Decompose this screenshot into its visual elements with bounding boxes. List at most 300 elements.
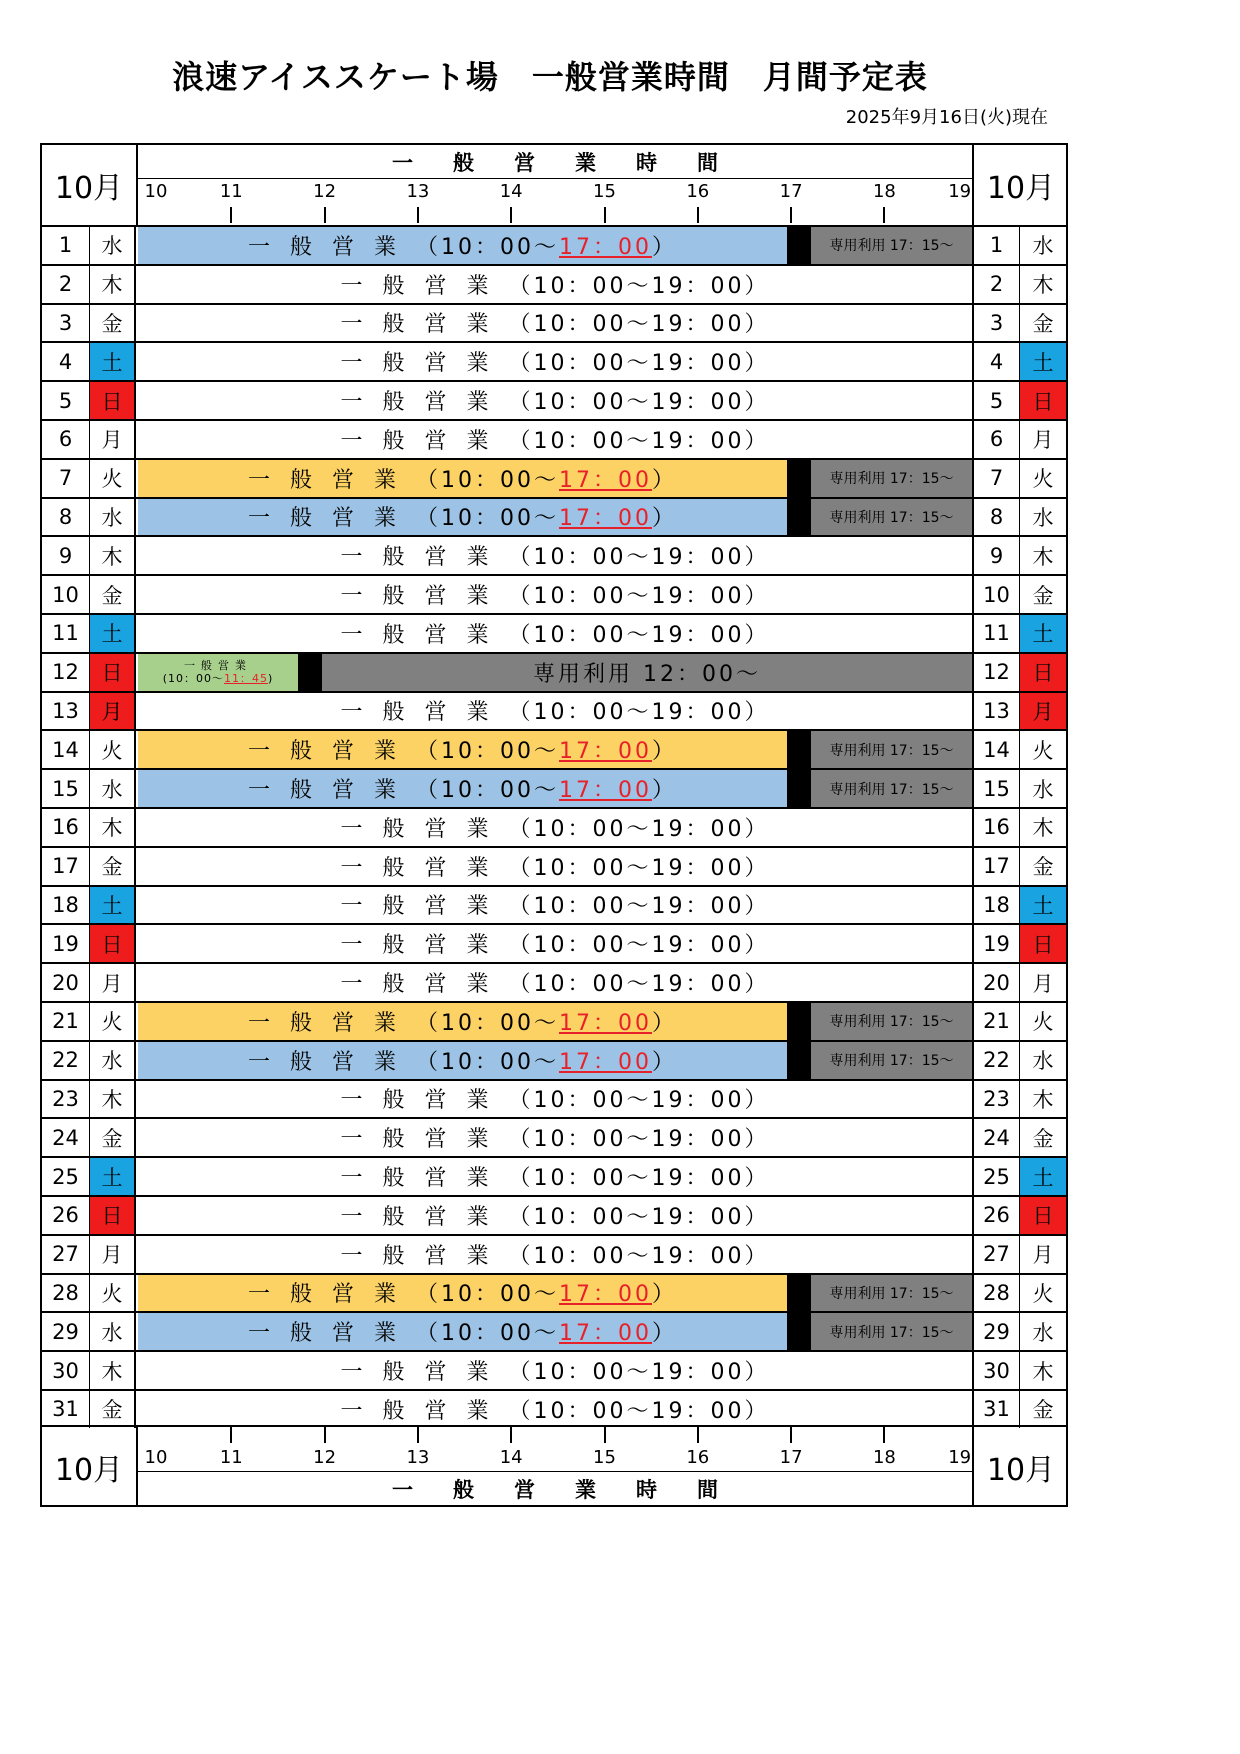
- day-of-week: 木: [1032, 1359, 1054, 1384]
- day-of-week: 木: [1032, 816, 1054, 841]
- general-label: 一般営業: [247, 234, 416, 260]
- hours-start-text: （10：00～: [416, 778, 559, 804]
- maintenance-block: [787, 1042, 811, 1079]
- day-number: 22: [42, 1042, 90, 1079]
- hours-text: （10：00～19：00）: [508, 545, 770, 571]
- general-label: 一般営業: [340, 855, 509, 881]
- general-hours-bar: [138, 809, 972, 846]
- hour-tick-label: 11: [219, 181, 243, 202]
- day-row: [42, 652, 1066, 691]
- day-number: 26: [972, 1197, 1020, 1234]
- hours-close-paren: ): [268, 672, 274, 686]
- hour-tick: [417, 1427, 419, 1443]
- private-use-bar: 専用利用 17：15～: [811, 1003, 972, 1040]
- general-label: 一般営業: [340, 700, 509, 726]
- day-number: 24: [42, 1119, 90, 1156]
- day-number: 1: [42, 227, 90, 264]
- hour-tick-label: 19: [948, 1447, 972, 1468]
- hours-start-text: （10：00～: [416, 1010, 559, 1036]
- day-number: 3: [972, 305, 1020, 342]
- day-of-week: 金: [1032, 583, 1054, 608]
- hour-tick: [230, 1427, 232, 1443]
- hours-end-text: 17：00: [559, 1049, 652, 1075]
- day-row: [42, 264, 1066, 303]
- day-of-week: 土: [1020, 343, 1066, 380]
- private-use-bar: 専用利用 17：15～: [811, 1275, 972, 1312]
- hours-close-paren: ）: [652, 467, 678, 493]
- day-of-week: 木: [90, 809, 136, 846]
- hours-text: （10：00～19：00）: [508, 1360, 770, 1385]
- day-of-week: 水: [1032, 505, 1054, 530]
- day-of-week: 火: [90, 460, 136, 497]
- day-of-week: 火: [1032, 467, 1054, 492]
- day-row: [42, 691, 1066, 730]
- day-number: 15: [972, 770, 1020, 807]
- general-label: 一般営業: [247, 1049, 416, 1075]
- general-label: 一般営業: [247, 1321, 416, 1347]
- general-label: 一般営業: [340, 816, 509, 842]
- hours-text: （10：00～19：00）: [508, 1398, 770, 1424]
- day-number: 30: [42, 1352, 90, 1389]
- day-number: 11: [42, 615, 90, 652]
- short-hours-bar: [138, 1275, 787, 1312]
- private-use-bar: 専用利用 12：00～: [322, 654, 972, 691]
- month-label: 10月: [972, 145, 1068, 225]
- day-row: [42, 729, 1066, 768]
- private-use-bar: 専用利用 17：15～: [811, 460, 972, 497]
- maintenance-block: [787, 1313, 811, 1350]
- day-number: 27: [972, 1236, 1020, 1273]
- day-of-week: 土: [1020, 1158, 1066, 1195]
- day-row: [42, 303, 1066, 342]
- day-number: 14: [42, 731, 90, 768]
- hours-text: （10：00～19：00）: [508, 351, 770, 377]
- day-of-week: 木: [90, 537, 136, 574]
- day-number: 20: [42, 964, 90, 1001]
- day-row: [42, 1156, 1066, 1195]
- day-of-week: 日: [90, 654, 136, 691]
- hours-text: （10：00～19：00）: [508, 1166, 770, 1192]
- day-of-week: 水: [1032, 1049, 1054, 1074]
- day-of-week: 木: [90, 266, 136, 303]
- hour-tick-label: 13: [406, 181, 430, 202]
- hours-start-text: (10：00～: [162, 672, 224, 686]
- general-label: 一般営業: [340, 428, 509, 454]
- private-use-bar: 専用利用 17：15～: [811, 1313, 972, 1350]
- day-number: 8: [42, 499, 90, 536]
- general-hours-bar: [138, 693, 972, 730]
- short-hours-bar: [138, 460, 787, 497]
- general-hours-bar: [138, 964, 972, 1001]
- day-of-week: 水: [90, 499, 136, 536]
- day-of-week: 月: [1020, 693, 1066, 730]
- hour-tick: [510, 1427, 512, 1443]
- day-of-week: 水: [1032, 1320, 1054, 1345]
- day-row: [42, 535, 1066, 574]
- day-row: [42, 1195, 1066, 1234]
- hours-start-text: （10：00～: [416, 234, 559, 260]
- day-number: 5: [42, 382, 90, 419]
- general-hours-bar: [138, 305, 972, 342]
- hour-tick: [230, 207, 232, 223]
- day-of-week: 木: [1032, 544, 1054, 569]
- hour-tick-label: 14: [499, 1447, 523, 1468]
- general-hours-bar: [138, 343, 972, 380]
- day-number: 25: [972, 1158, 1020, 1195]
- short-hours-bar: [138, 654, 298, 691]
- private-use-bar: 専用利用 17：15～: [811, 770, 972, 807]
- hours-start-text: （10：00～: [416, 1321, 559, 1347]
- hour-tick-label: 18: [872, 181, 896, 202]
- general-hours-bar: [138, 925, 972, 962]
- general-label: 一般営業: [340, 584, 509, 610]
- header-top: [42, 145, 1066, 225]
- hour-tick-label: 13: [406, 1447, 430, 1468]
- day-of-week: 月: [1032, 971, 1054, 996]
- general-label: 一般営業: [247, 506, 416, 532]
- hour-tick-label: 11: [219, 1447, 243, 1468]
- day-of-week: 土: [90, 1158, 136, 1195]
- hour-tick: [417, 207, 419, 223]
- general-label: 一般営業: [340, 545, 509, 571]
- day-row: [42, 846, 1066, 885]
- hour-tick: [697, 207, 699, 223]
- hours-close-paren: ）: [652, 1049, 678, 1075]
- day-rows: [42, 225, 1066, 1428]
- maintenance-block: [787, 770, 811, 807]
- day-row: [42, 768, 1066, 807]
- general-label: 一般営業: [340, 622, 509, 648]
- day-number: 26: [42, 1197, 90, 1234]
- general-hours-bar: [138, 1081, 972, 1118]
- general-label: 一般営業: [340, 933, 509, 959]
- private-use-bar: 専用利用 17：15～: [811, 731, 972, 768]
- general-hours-bar: [138, 1352, 972, 1389]
- day-row: [42, 225, 1066, 264]
- day-row: [42, 1117, 1066, 1156]
- general-label: 一般営業: [340, 351, 509, 377]
- day-row: [42, 807, 1066, 846]
- hours-end-text: 17：00: [559, 739, 652, 765]
- private-use-bar: 専用利用 17：15～: [811, 227, 972, 264]
- day-of-week: 土: [90, 343, 136, 380]
- general-label: 一般営業: [247, 739, 416, 765]
- day-row: [42, 341, 1066, 380]
- day-of-week: 土: [1020, 615, 1066, 652]
- maintenance-block: [787, 1003, 811, 1040]
- general-label: 一般営業: [247, 467, 416, 493]
- day-number: 13: [42, 693, 90, 730]
- short-hours-bar: [138, 227, 787, 264]
- day-of-week: 日: [1020, 1197, 1066, 1234]
- day-number: 23: [42, 1081, 90, 1118]
- private-use-bar: 専用利用 17：15～: [811, 499, 972, 536]
- general-hours-bar: [138, 537, 972, 574]
- day-of-week: 木: [1032, 273, 1054, 298]
- hours-end-text: 17：00: [559, 1010, 652, 1036]
- day-of-week: 月: [90, 1236, 136, 1273]
- short-hours-bar: [138, 731, 787, 768]
- general-hours-bar: [138, 1197, 972, 1234]
- day-of-week: 火: [1032, 738, 1054, 763]
- hour-tick: [324, 207, 326, 223]
- day-number: 12: [42, 654, 90, 691]
- hours-text: （10：00～19：00）: [508, 1204, 770, 1230]
- maintenance-block: [787, 460, 811, 497]
- day-of-week: 金: [1032, 1126, 1054, 1151]
- day-of-week: 金: [90, 1391, 136, 1428]
- day-number: 21: [42, 1003, 90, 1040]
- general-hours-bar: [138, 266, 972, 303]
- general-label: 一般営業: [247, 1010, 416, 1036]
- hours-text: （10：00～19：00）: [508, 312, 770, 338]
- day-of-week: 金: [90, 576, 136, 613]
- day-number: 20: [972, 964, 1020, 1001]
- day-number: 10: [972, 576, 1020, 613]
- day-number: 17: [42, 848, 90, 885]
- general-label: 一般営業: [340, 312, 509, 338]
- day-number: 18: [972, 887, 1020, 924]
- day-of-week: 火: [90, 1275, 136, 1312]
- hours-text: [163, 672, 274, 685]
- general-label: 一般営業: [340, 1398, 509, 1424]
- day-of-week: 日: [90, 925, 136, 962]
- day-of-week: 金: [1032, 311, 1054, 336]
- hours-start-text: （10：00～: [416, 506, 559, 532]
- short-hours-bar: [138, 499, 787, 536]
- month-label: 10月: [42, 145, 138, 225]
- hour-tick-label: 10: [144, 181, 168, 202]
- day-row: [42, 1350, 1066, 1389]
- hours-text: （10：00～19：00）: [508, 428, 770, 454]
- day-number: 8: [972, 499, 1020, 536]
- hours-close-paren: ）: [652, 1282, 678, 1308]
- hours-text: （10：00～19：00）: [508, 972, 770, 998]
- general-hours-bar: [138, 1391, 972, 1428]
- hour-tick-label: 12: [313, 1447, 337, 1468]
- day-row: [42, 962, 1066, 1001]
- short-hours-bar: [138, 770, 787, 807]
- short-hours-bar: [138, 1042, 787, 1079]
- day-number: 9: [972, 537, 1020, 574]
- hour-tick: [697, 1427, 699, 1443]
- day-number: 2: [42, 266, 90, 303]
- maintenance-block: [787, 499, 811, 536]
- day-number: 28: [42, 1275, 90, 1312]
- hours-end-text: 17：00: [559, 778, 652, 804]
- hour-tick: [883, 1427, 885, 1443]
- day-number: 19: [972, 925, 1020, 962]
- day-of-week: 木: [90, 1081, 136, 1118]
- day-number: 31: [42, 1391, 90, 1428]
- hours-close-paren: ）: [652, 506, 678, 532]
- day-of-week: 月: [1032, 1243, 1054, 1268]
- hours-text: （10：00～19：00）: [508, 273, 770, 299]
- day-row: [42, 419, 1066, 458]
- day-row: [42, 497, 1066, 536]
- day-number: 7: [972, 460, 1020, 497]
- day-number: 15: [42, 770, 90, 807]
- day-number: 23: [972, 1081, 1020, 1118]
- day-of-week: 木: [90, 1352, 136, 1389]
- day-of-week: 土: [90, 887, 136, 924]
- general-hours-bar: [138, 576, 972, 613]
- page-title: 浪速アイススケート場 一般営業時間 月間予定表: [172, 58, 928, 96]
- hour-tick-label: 19: [948, 181, 972, 202]
- day-row: [42, 380, 1066, 419]
- short-hours-bar: [138, 1313, 787, 1350]
- hours-text: （10：00～19：00）: [508, 1127, 770, 1153]
- hour-tick: [790, 1427, 792, 1443]
- day-number: 16: [972, 809, 1020, 846]
- general-hours-bar: [138, 382, 972, 419]
- hours-start-text: （10：00～: [416, 1282, 559, 1308]
- day-number: 30: [972, 1352, 1020, 1389]
- day-of-week: 水: [90, 227, 136, 264]
- hours-close-paren: ）: [652, 778, 678, 804]
- hour-tick-label: 14: [499, 181, 523, 202]
- general-label: 一般営業: [340, 1166, 509, 1192]
- hour-tick-label: 12: [313, 181, 337, 202]
- hour-tick-label: 15: [593, 1447, 616, 1468]
- hour-tick-label: 18: [872, 1447, 896, 1468]
- day-number: 31: [972, 1391, 1020, 1428]
- hour-tick: [790, 207, 792, 223]
- general-label: 一般営業: [340, 1088, 509, 1114]
- month-label: 10月: [42, 1427, 138, 1507]
- day-number: 1: [972, 227, 1020, 264]
- day-of-week: 火: [90, 731, 136, 768]
- day-number: 7: [42, 460, 90, 497]
- day-of-week: 金: [90, 848, 136, 885]
- day-row: [42, 885, 1066, 924]
- hours-text: （10：00～19：00）: [508, 622, 770, 648]
- day-number: 29: [972, 1313, 1020, 1350]
- day-number: 27: [42, 1236, 90, 1273]
- hours-close-paren: ）: [652, 1010, 678, 1036]
- general-label: 一般営業: [340, 894, 509, 920]
- hours-start-text: （10：00～: [416, 1049, 559, 1075]
- day-number: 28: [972, 1275, 1020, 1312]
- day-row: [42, 458, 1066, 497]
- general-label: 一般営業: [340, 1204, 509, 1230]
- general-label: 一般営業: [340, 972, 509, 998]
- hour-tick: [604, 1427, 606, 1443]
- day-of-week: 土: [1020, 887, 1066, 924]
- day-row: [42, 613, 1066, 652]
- general-label: 一般営業: [340, 390, 509, 416]
- day-of-week: 金: [1032, 1398, 1054, 1423]
- day-of-week: 月: [1032, 428, 1054, 453]
- day-number: 17: [972, 848, 1020, 885]
- hours-text: （10：00～19：00）: [508, 700, 770, 726]
- maintenance-block: [298, 654, 322, 691]
- day-row: [42, 1040, 1066, 1079]
- hour-tick: [510, 207, 512, 223]
- day-row: [42, 923, 1066, 962]
- general-label: 一般営業: [247, 778, 416, 804]
- general-label: 一般営業: [340, 1127, 509, 1153]
- day-of-week: 水: [1032, 777, 1054, 802]
- hour-tick-label: 17: [779, 1447, 803, 1468]
- header-bottom: [42, 1425, 1066, 1507]
- general-hours-bar: [138, 1158, 972, 1195]
- hour-tick-label: 10: [144, 1447, 168, 1468]
- general-hours-bar: [138, 1119, 972, 1156]
- day-of-week: 日: [1020, 925, 1066, 962]
- day-of-week: 金: [90, 1119, 136, 1156]
- day-of-week: 水: [90, 1313, 136, 1350]
- hours-start-text: （10：00～: [416, 467, 559, 493]
- hours-end-text: 17：00: [559, 1321, 652, 1347]
- general-label: 一般営業: [340, 1243, 509, 1269]
- hours-text: （10：00～19：00）: [508, 855, 770, 881]
- day-of-week: 水: [90, 1042, 136, 1079]
- day-number: 3: [42, 305, 90, 342]
- day-number: 4: [972, 343, 1020, 380]
- maintenance-block: [787, 227, 811, 264]
- day-row: [42, 1311, 1066, 1350]
- day-row: [42, 1273, 1066, 1312]
- hours-text: （10：00～19：00）: [508, 1243, 770, 1269]
- day-of-week: 火: [1032, 1281, 1054, 1306]
- day-number: 5: [972, 382, 1020, 419]
- day-number: 2: [972, 266, 1020, 303]
- hour-tick-label: 17: [779, 181, 803, 202]
- hours-close-paren: ）: [652, 1321, 678, 1347]
- day-number: 13: [972, 693, 1020, 730]
- day-number: 10: [42, 576, 90, 613]
- maintenance-block: [787, 1275, 811, 1312]
- general-hours-bar: [138, 887, 972, 924]
- day-of-week: 日: [90, 1197, 136, 1234]
- header-caption: 一般営業時間: [138, 145, 972, 179]
- header-caption: 一般営業時間: [138, 1471, 972, 1505]
- hours-end-text: 11：45: [224, 672, 268, 686]
- day-number: 24: [972, 1119, 1020, 1156]
- hours-text: （10：00～19：00）: [508, 584, 770, 610]
- day-of-week: 水: [90, 770, 136, 807]
- hour-tick: [324, 1427, 326, 1443]
- hours-end-text: 17：00: [559, 467, 652, 493]
- day-number: 16: [42, 809, 90, 846]
- day-number: 4: [42, 343, 90, 380]
- general-hours-bar: [138, 615, 972, 652]
- day-number: 22: [972, 1042, 1020, 1079]
- day-of-week: 月: [90, 421, 136, 458]
- day-row: [42, 1234, 1066, 1273]
- general-label: 一般営業: [340, 273, 509, 299]
- hours-text: （10：00～19：00）: [508, 1088, 770, 1114]
- hours-text: （10：00～19：00）: [508, 390, 770, 416]
- day-row: [42, 1389, 1066, 1428]
- day-number: 18: [42, 887, 90, 924]
- as-of-date: 2025年9月16日(火)現在: [845, 107, 1048, 128]
- day-number: 25: [42, 1158, 90, 1195]
- day-number: 12: [972, 654, 1020, 691]
- day-number: 11: [972, 615, 1020, 652]
- hours-end-text: 17：00: [559, 506, 652, 532]
- hours-text: （10：00～19：00）: [508, 933, 770, 959]
- hour-tick: [883, 207, 885, 223]
- day-of-week: 火: [90, 1003, 136, 1040]
- general-label: 一般営業: [184, 659, 252, 673]
- day-of-week: 木: [1032, 1087, 1054, 1112]
- hours-close-paren: ）: [652, 739, 678, 765]
- day-of-week: 月: [90, 693, 136, 730]
- hour-tick-label: 15: [593, 181, 616, 202]
- day-number: 6: [42, 421, 90, 458]
